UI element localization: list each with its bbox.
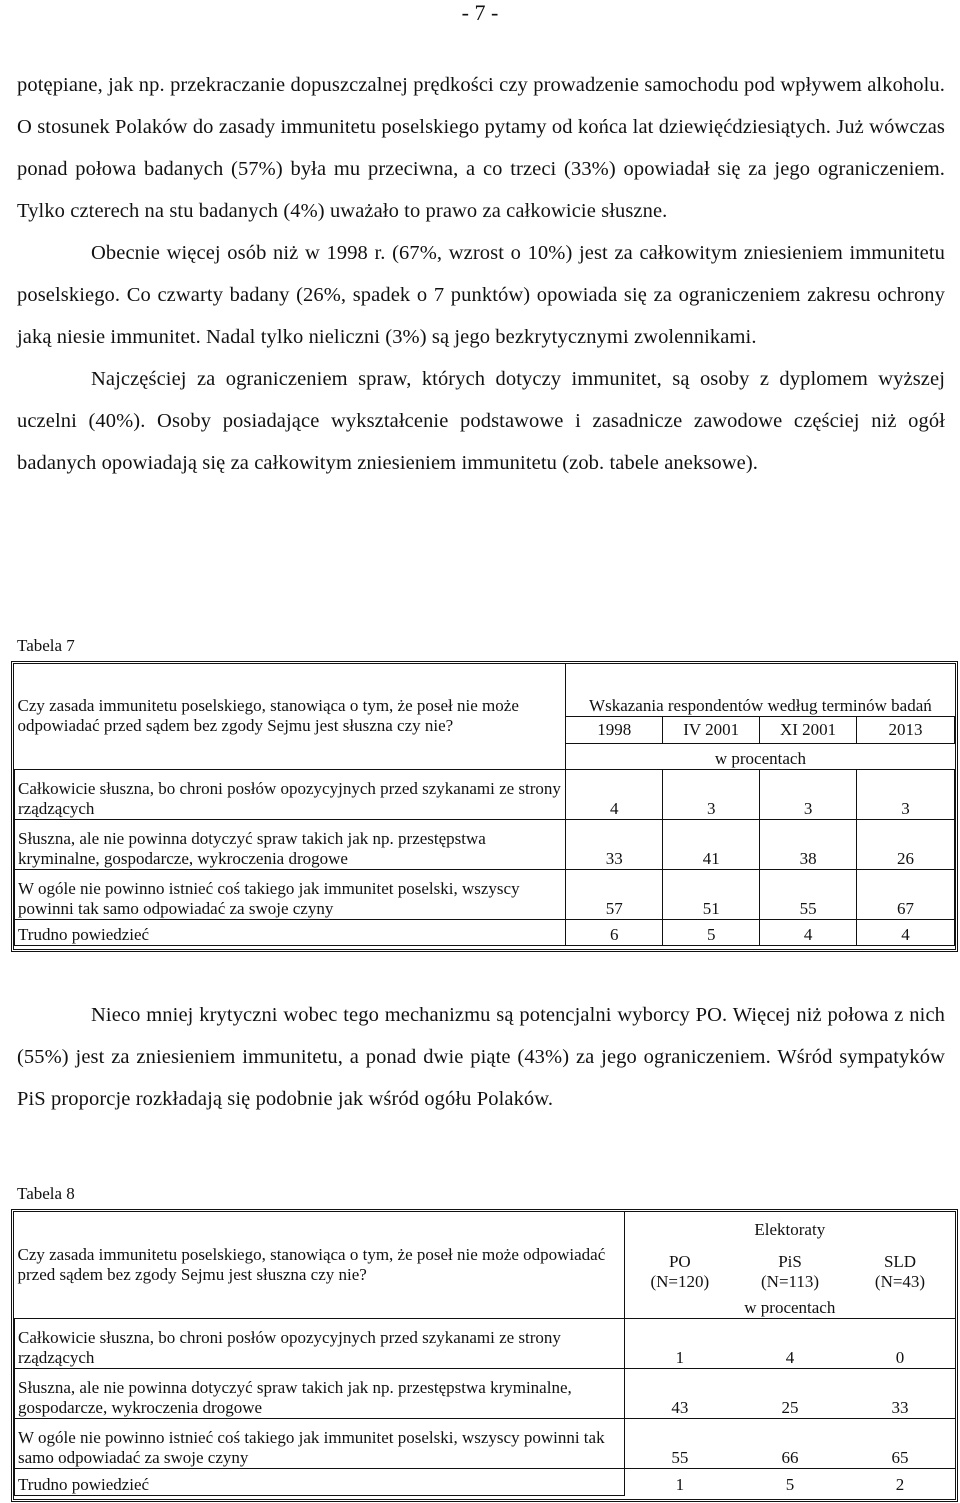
table8-col-header bbox=[845, 1240, 955, 1292]
table-row bbox=[15, 769, 955, 819]
table-cell: 4 bbox=[760, 919, 857, 945]
table7-question: Czy zasada immunitetu poselskiego, stanowiąca o tym, że poseł nie może odpowiadać przed sądem bez zgody Sejmu jest słuszna czy nie? bbox=[15, 664, 566, 769]
table7-caption: Tabela 7 bbox=[17, 636, 75, 655]
table-cell: 57 bbox=[566, 869, 663, 919]
table-cell: 41 bbox=[663, 819, 760, 869]
table-cell: 25 bbox=[735, 1368, 845, 1418]
table-cell: 43 bbox=[624, 1368, 735, 1418]
table-cell: 0 bbox=[845, 1318, 955, 1368]
table8-question: Czy zasada immunitetu poselskiego, stanowiąca o tym, że poseł nie może odpowiadać przed sądem bez zgody Sejmu jest słuszna czy nie? bbox=[15, 1212, 625, 1318]
table-cell: 3 bbox=[663, 769, 760, 819]
table8-col-header bbox=[624, 1240, 735, 1292]
table-cell: 26 bbox=[857, 819, 955, 869]
column-n: (N=43) bbox=[874, 1272, 926, 1291]
table8-row-label: W ogóle nie powinno istnieć coś takiego jak immunitet poselski, wszyscy powinni tak samo odpowiadać za swoje czyny bbox=[15, 1418, 625, 1468]
table8-col-header bbox=[735, 1240, 845, 1292]
table7-col-header: 1998 bbox=[566, 716, 663, 743]
table7-unit: w procentach bbox=[566, 743, 955, 769]
table-cell: 51 bbox=[663, 869, 760, 919]
table7-col-header: 2013 bbox=[857, 716, 955, 743]
column-name: PiS bbox=[778, 1252, 802, 1271]
table8-group-header: Elektoraty bbox=[754, 1220, 826, 1239]
page-number: - 7 - bbox=[461, 0, 499, 25]
table-cell: 4 bbox=[566, 769, 663, 819]
table-row bbox=[15, 1418, 956, 1468]
column-n: (N=120) bbox=[650, 1272, 710, 1291]
table-cell: 5 bbox=[785, 1475, 795, 1494]
column-name: PO bbox=[668, 1252, 691, 1271]
table7-col-header: IV 2001 bbox=[663, 716, 760, 743]
column-name: SLD bbox=[883, 1252, 917, 1271]
table-cell: 33 bbox=[845, 1368, 955, 1418]
table-row bbox=[15, 1468, 956, 1495]
table8 bbox=[14, 1212, 955, 1496]
body-text-bottom bbox=[17, 994, 945, 1120]
paragraph: Obecnie więcej osób niż w 1998 r. (67%, wzrost o 10%) jest za całkowitym zniesieniem immunitetu poselskiego. Co czwarty badany (26%, spadek o 7 punktów) opowiada się za ograniczeniem zakresu ochrony jaką niesie immunitet. Nadal tylko nieliczni (3%) są jego bezkrytycznymi zwolennikami. bbox=[17, 242, 945, 348]
table-cell: 3 bbox=[857, 769, 955, 819]
table-row bbox=[15, 869, 955, 919]
table8-caption: Tabela 8 bbox=[17, 1184, 75, 1203]
table-cell: 4 bbox=[735, 1318, 845, 1368]
table-cell: 33 bbox=[566, 819, 663, 869]
table-cell: 38 bbox=[760, 819, 857, 869]
table8-unit: w procentach bbox=[624, 1292, 955, 1318]
table7-row-label: Całkowicie słuszna, bo chroni posłów opozycyjnych przed szykanami ze strony rządzących bbox=[15, 769, 566, 819]
table7-col-header: XI 2001 bbox=[760, 716, 857, 743]
table-cell: 55 bbox=[624, 1418, 735, 1468]
paragraph: potępiane, jak np. przekraczanie dopuszczalnej prędkości czy prowadzenie samochodu pod wpływem alkoholu. O stosunek Polaków do zasady immunitetu poselskiego pytamy od końca lat dziewięćdziesiątych. Już wówczas ponad połowa badanych (57%) była mu przeciwna, a co trzeci (33%) opowiadał się za jego ograniczeniem. Tylko czterech na stu badanych (4%) uważało to prawo za całkowicie słuszne. bbox=[17, 74, 945, 222]
table-cell: 2 bbox=[895, 1475, 905, 1494]
table7-row-label: Trudno powiedzieć bbox=[15, 919, 566, 945]
table-cell: 4 bbox=[857, 919, 955, 945]
table7-row-label: W ogóle nie powinno istnieć coś takiego jak immunitet poselski, wszyscy powinni tak samo odpowiadać za swoje czyny bbox=[15, 869, 566, 919]
table-cell: 1 bbox=[624, 1318, 735, 1368]
column-n: (N=113) bbox=[761, 1272, 820, 1291]
table8-row-label: Słuszna, ale nie powinna dotyczyć spraw takich jak np. przestępstwa kryminalne, gospodarcze, wykroczenia drogowe bbox=[15, 1368, 625, 1418]
table-row bbox=[15, 919, 955, 945]
table7 bbox=[14, 664, 955, 946]
table8-row-label: Trudno powiedzieć bbox=[15, 1468, 625, 1495]
table7-group-header: Wskazania respondentów według terminów badań bbox=[589, 695, 932, 715]
table-cell: 67 bbox=[857, 869, 955, 919]
paragraph: Nieco mniej krytyczni wobec tego mechanizmu są potencjalni wyborcy PO. Więcej niż połowa z nich (55%) jest za zniesieniem immunitetu, a ponad dwie piąte (43%) za jego ograniczeniem. Wśród sympatyków PiS proporcje rozkładają się podobnie jak wśród ogółu Polaków. bbox=[17, 1004, 945, 1110]
paragraph: Najczęściej za ograniczeniem spraw, których dotyczy immunitet, są osoby z dyplomem wyższej uczelni (40%). Osoby posiadające wykształcenie podstawowe i zasadnicze zawodowe częściej niż ogół badanych opowiadają się za całkowitym zniesieniem immunitetu (zob. tabele aneksowe). bbox=[17, 368, 945, 474]
table-cell: 55 bbox=[760, 869, 857, 919]
table-cell: 66 bbox=[735, 1418, 845, 1468]
body-text-top bbox=[17, 64, 945, 484]
table-cell: 5 bbox=[663, 919, 760, 945]
table-row bbox=[15, 1318, 956, 1368]
table-cell: 6 bbox=[566, 919, 663, 945]
table-row bbox=[15, 819, 955, 869]
table-cell: 1 bbox=[675, 1475, 685, 1494]
table-cell: 3 bbox=[760, 769, 857, 819]
table8-row-label: Całkowicie słuszna, bo chroni posłów opozycyjnych przed szykanami ze strony rządzących bbox=[15, 1318, 625, 1368]
table7-row-label: Słuszna, ale nie powinna dotyczyć spraw takich jak np. przestępstwa kryminalne, gospodarcze, wykroczenia drogowe bbox=[15, 819, 566, 869]
table-cell: 65 bbox=[845, 1418, 955, 1468]
table-row bbox=[15, 1368, 956, 1418]
